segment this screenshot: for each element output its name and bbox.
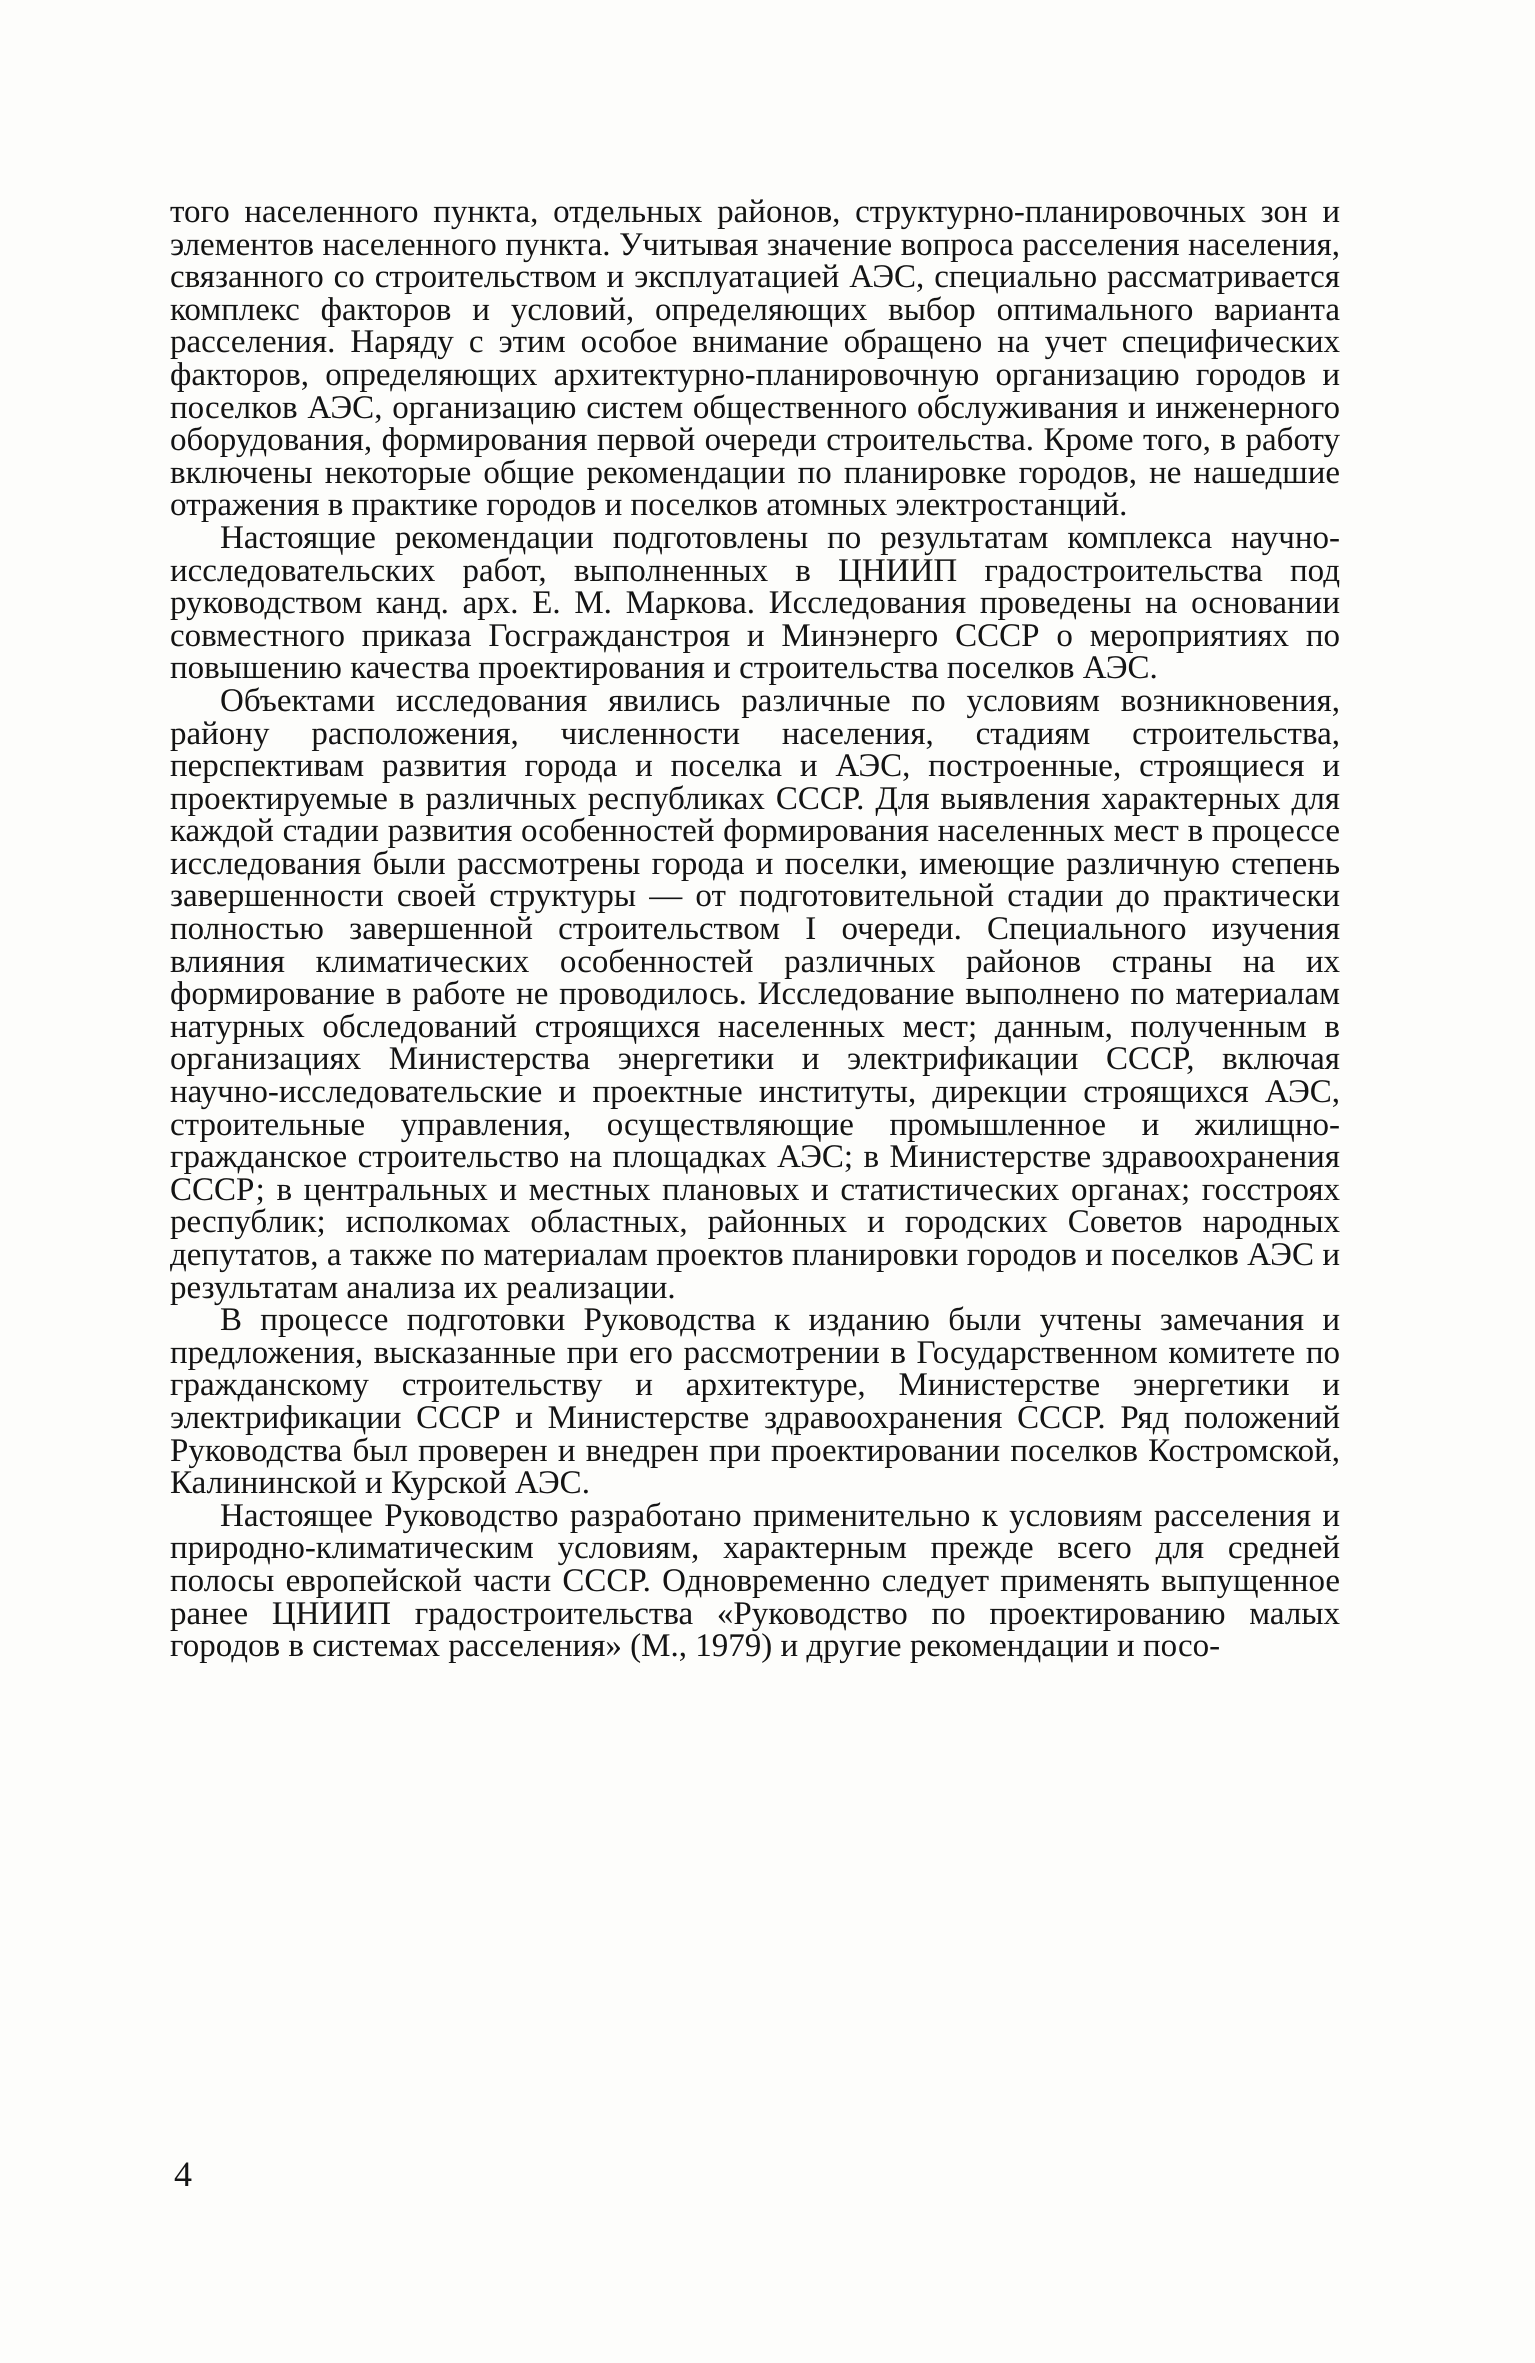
paragraph: Настоящее Руководство разработано применительно к условиям расселения и природно-климатическим условиям, характерным прежде всего для средней полосы европейской части СССР. Одновременно следует применять выпущенное ранее ЦНИИП градостроительства «Руководство по проектированию малых городов в системах расселения» (М., 1979) и другие рекомендации и посо-: [170, 1497, 1340, 1665]
paragraph: В процессе подготовки Руководства к изданию были учтены замечания и предложения, высказанные при его рассмотрении в Государственном комитете по гражданскому строительству и архитектуре, Министерстве энергетики и электрификации СССР и Министерстве здравоохранения СССР. Ряд положений Руководства был проверен и внедрен при проектировании поселков Костромской, Калининской и Курской АЭС.: [170, 1302, 1340, 1502]
page-number: 4: [174, 2154, 192, 2194]
paragraph-continued: того населенного пункта, отдельных районов, структурно-планировочных зон и элементов населенного пункта. Учитывая значение вопроса расселения населения, связанного со строительством и эксплуатацией АЭС, специально рассматривается комплекс факторов и условий, определяющих выбор оптимального варианта расселения. Наряду с этим особое внимание обращено на учет специфических факторов, определяющих архитектурно-планировочную организацию городов и поселков АЭС, организацию систем общественного обслуживания и инженерного оборудования, формирования первой очереди строительства. Кроме того, в работу включены некоторые общие рекомендации по планировке городов, не нашедшие отражения в практике городов и поселков атомных электростанций.: [170, 194, 1340, 524]
paragraph: Настоящие рекомендации подготовлены по результатам комплекса научно-исследовательских работ, выполненных в ЦНИИП градостроительства под руководством канд. арх. Е. М. Маркова. Исследования проведены на основании совместного приказа Госгражданстроя и Минэнерго СССР о мероприятиях по повышению качества проектирования и строительства поселков АЭС.: [170, 519, 1340, 687]
body-text: [170, 196, 1340, 1663]
paragraph: Объектами исследования явились различные по условиям возникновения, району расположения, численности населения, стадиям строительства, перспективам развития города и поселка и АЭС, построенные, строящиеся и проектируемые в различных республиках СССР. Для выявления характерных для каждой стадии развития особенностей формирования населенных мест в процессе исследования были рассмотрены города и поселки, имеющие различную степень завершенности своей структуры — от подготовительной стадии до практически полностью завершенной строительством I очереди. Специального изучения влияния климатических особенностей различных районов страны на их формирование в работе не проводилось. Исследование выполнено по материалам натурных обследований строящихся населенных мест; данным, полученным в организациях Министерства энергетики и электрификации СССР, включая научно-исследовательские и проектные институты, дирекции строящихся АЭС, строительные управления, осуществляющие промышленное и жилищно-гражданское строительство на площадках АЭС; в Министерстве здравоохранения СССР; в центральных и местных плановых и статистических органах; госстроях республик; исполкомах областных, районных и городских Советов народных депутатов, а также по материалам проектов планировки городов и поселков АЭС и результатам анализа их реализации.: [170, 682, 1340, 1306]
